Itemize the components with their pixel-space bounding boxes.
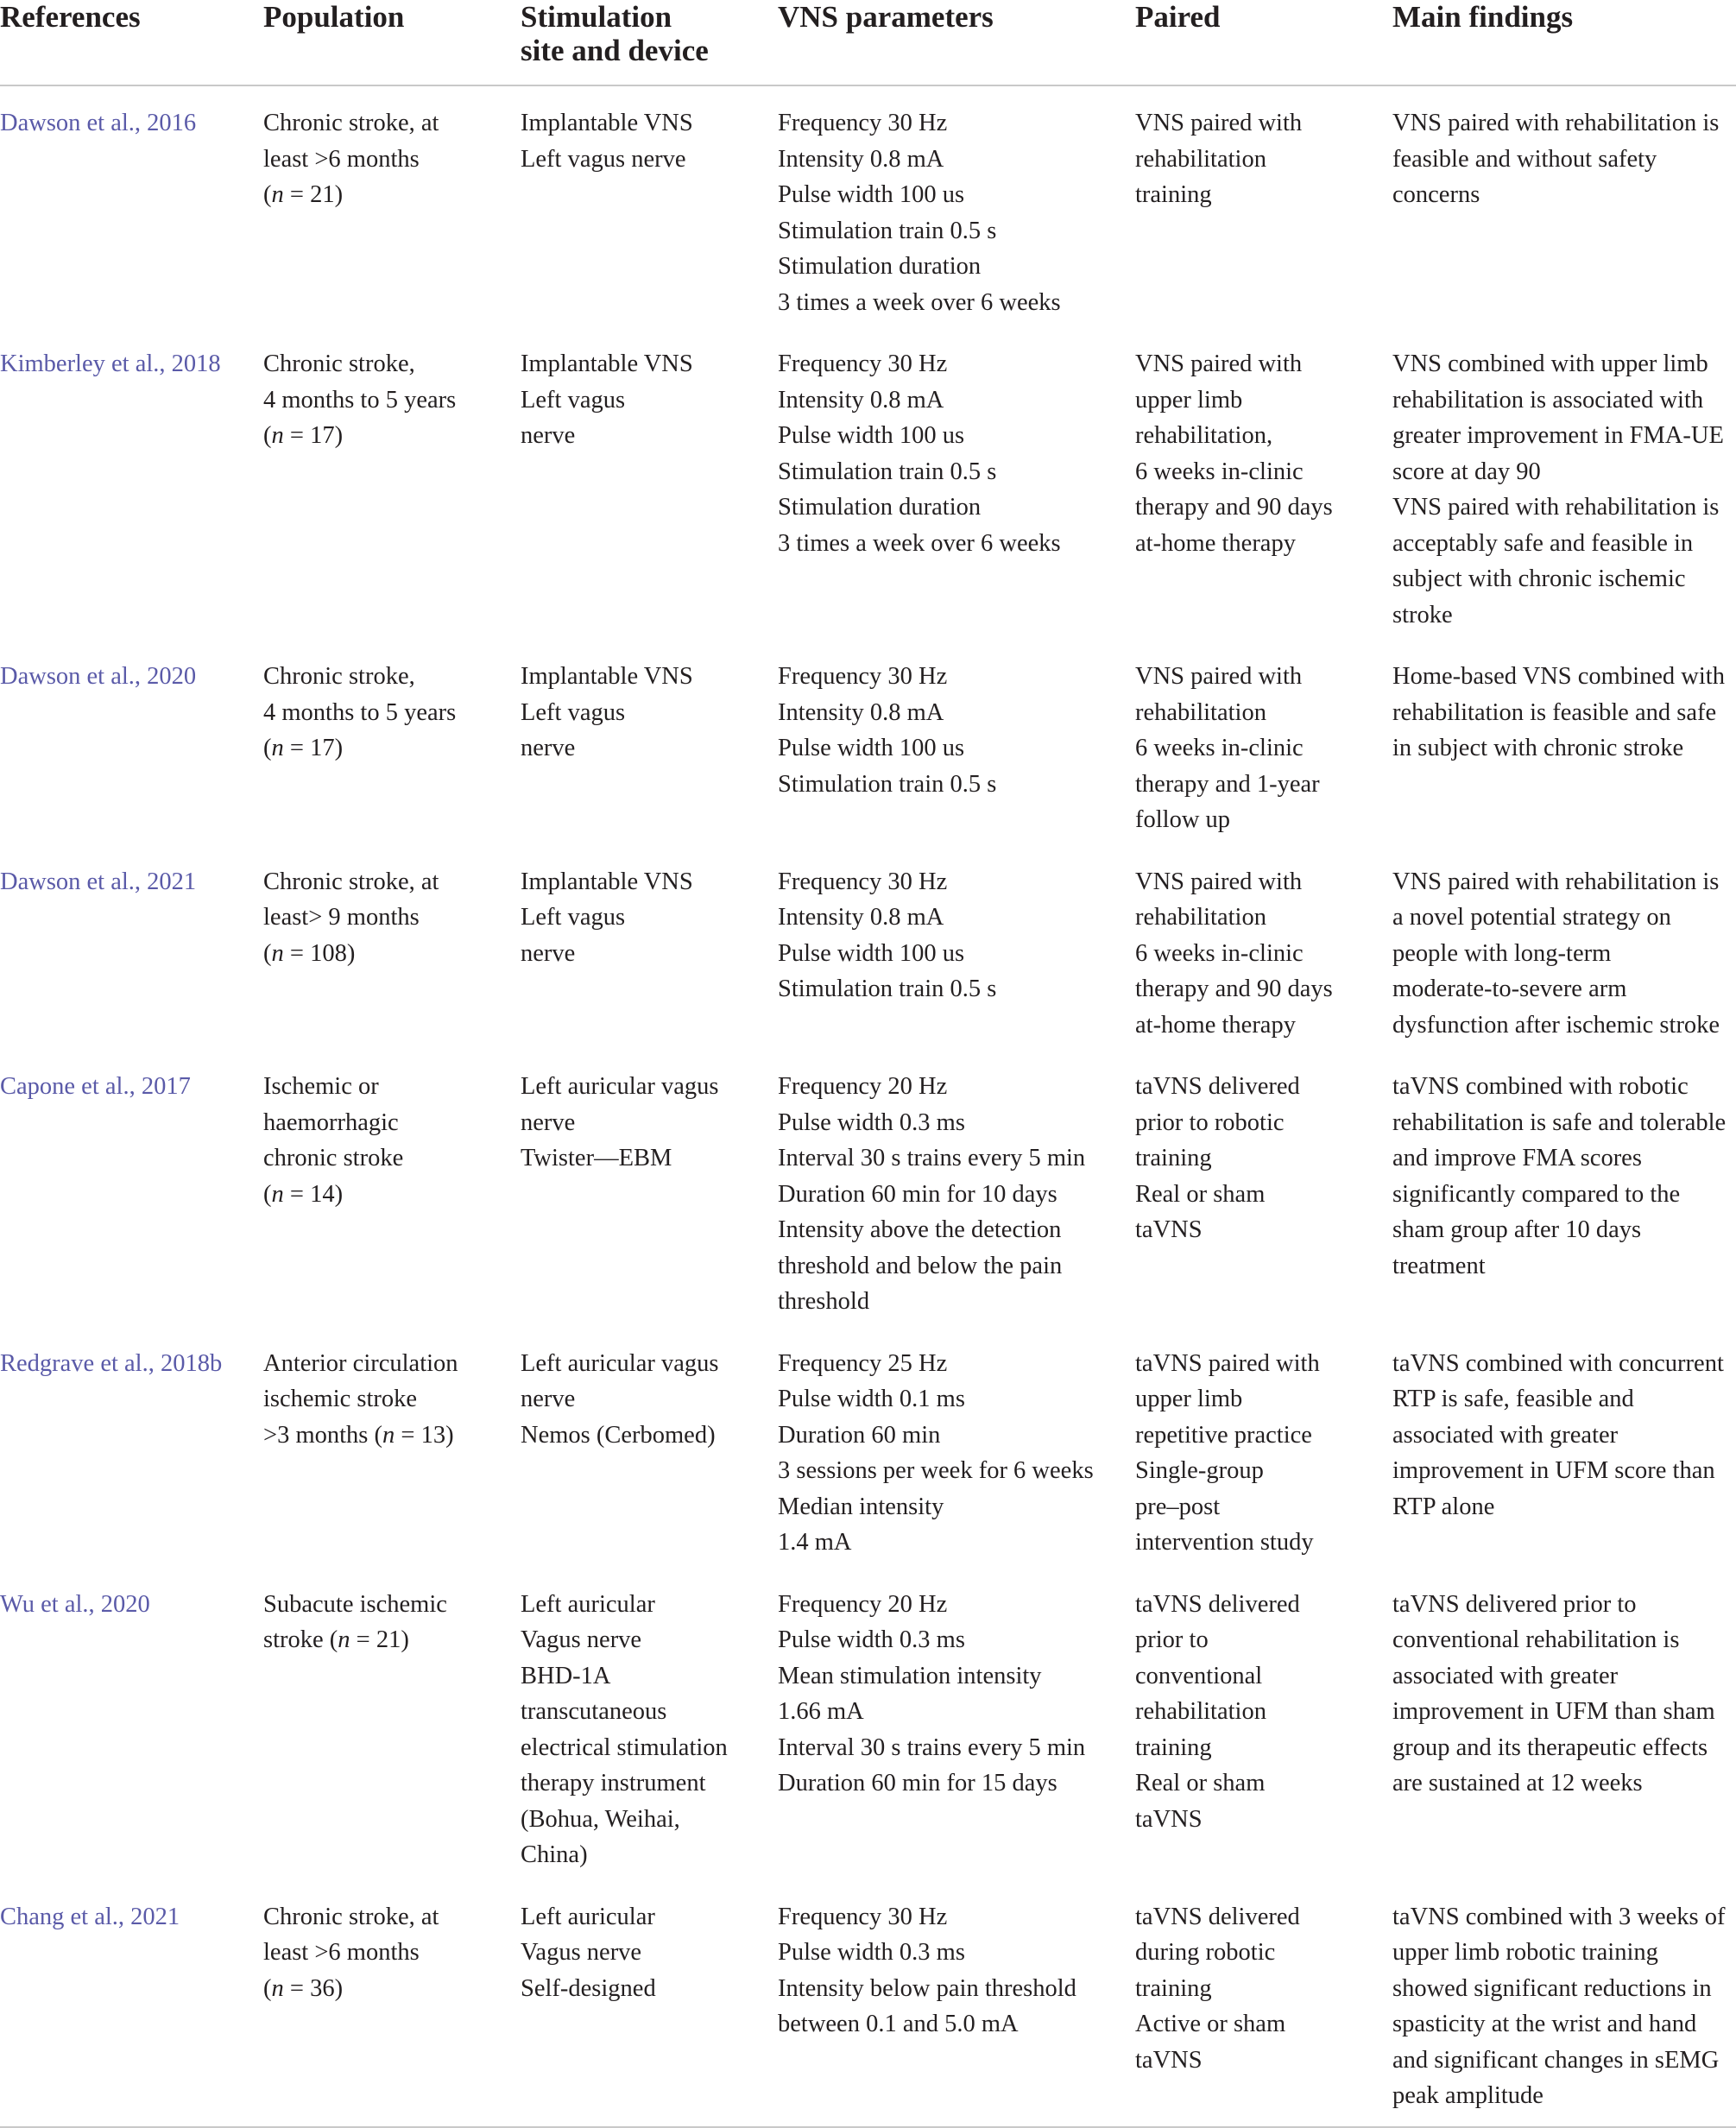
table-row (0, 847, 1736, 1052)
table-row (0, 641, 1736, 847)
cell-line: Pulse width 0.3 ms (778, 1626, 965, 1653)
main-findings-cell (1392, 1051, 1736, 1329)
main-findings-cell (1392, 85, 1736, 329)
population-cell (263, 847, 521, 1052)
paired-cell (1135, 329, 1392, 641)
cell-line: Frequency 20 Hz (778, 1590, 948, 1618)
cell-line: Left auricular vagus (521, 1073, 719, 1100)
cell-line: Real or sham (1135, 1770, 1266, 1796)
cell-line: Stimulation duration (778, 494, 982, 521)
cell-line: taVNS combined with 3 weeks of (1392, 1903, 1726, 1930)
stimulation-site-cell (521, 1051, 778, 1329)
cell-line: chronic stroke (263, 1145, 404, 1171)
cell-line: and significant changes in sEMG (1392, 2046, 1720, 2074)
cell-line: Stimulation train 0.5 s (778, 770, 997, 798)
paired-cell (1135, 1882, 1392, 2127)
cell-line: least >6 months (263, 145, 420, 173)
cell-line: training (1135, 181, 1212, 208)
cell-line: Left vagus nerve (521, 145, 686, 173)
reference-cell[interactable] (0, 329, 263, 641)
cell-line: nerve (521, 1386, 576, 1412)
cell-line: and improve FMA scores (1392, 1145, 1642, 1171)
population-cell (263, 1051, 521, 1329)
header-population (263, 0, 521, 85)
cell-line: taVNS paired with (1135, 1349, 1320, 1377)
stimulation-site-cell (521, 847, 778, 1052)
cell-line: 1.66 mA (778, 1698, 864, 1725)
stimulation-site-cell (521, 1569, 778, 1882)
cell-line: nerve (521, 422, 576, 449)
cell-line: Median intensity (778, 1493, 944, 1520)
cell-line: VNS paired with (1135, 663, 1303, 690)
cell-line: concerns (1392, 181, 1480, 208)
cell-line: improvement in UFM than sham (1392, 1698, 1715, 1725)
cell-line: stroke (n = 21) (263, 1626, 409, 1653)
paired-cell (1135, 847, 1392, 1052)
cell-line: greater improvement in FMA-UE (1392, 422, 1724, 449)
cell-line: training (1135, 1974, 1212, 2002)
cell-line: Intensity above the detection (778, 1216, 1062, 1243)
cell-line: threshold and below the pain (778, 1252, 1063, 1279)
paired-cell (1135, 641, 1392, 847)
cell-line: Anterior circulation (263, 1349, 458, 1377)
cell-line: Left auricular (521, 1590, 655, 1618)
cell-line: (n = 108) (263, 939, 356, 967)
cell-line: Pulse width 100 us (778, 181, 965, 208)
reference-cell[interactable] (0, 1051, 263, 1329)
cell-line: taVNS delivered (1135, 1590, 1300, 1618)
cell-line: rehabilitation (1135, 145, 1266, 173)
cell-line: Stimulation duration (778, 253, 982, 280)
table-row (0, 1882, 1736, 2127)
cell-line: taVNS (1135, 1216, 1203, 1243)
cell-line: Single-group (1135, 1457, 1264, 1484)
paired-cell (1135, 1569, 1392, 1882)
cell-line: 3 times a week over 6 weeks (778, 529, 1061, 557)
main-findings-cell (1392, 329, 1736, 641)
cell-line: taVNS delivered (1135, 1903, 1300, 1930)
cell-line: Self-designed (521, 1974, 656, 2002)
population-cell (263, 329, 521, 641)
cell-line: (n = 36) (263, 1974, 344, 2002)
cell-line: sham group after 10 days (1392, 1216, 1642, 1243)
reference-link[interactable]: Wu et al., 2020 (0, 1590, 150, 1618)
reference-link[interactable]: Dawson et al., 2016 (0, 110, 197, 136)
cell-line: 3 sessions per week for 6 weeks (778, 1457, 1094, 1484)
reference-link[interactable]: Redgrave et al., 2018b (0, 1349, 223, 1377)
cell-line: (n = 17) (263, 735, 344, 761)
reference-link[interactable]: Dawson et al., 2021 (0, 868, 197, 895)
header-main-findings (1392, 0, 1736, 85)
cell-line: RTP is safe, feasible and (1392, 1386, 1634, 1412)
cell-line: Pulse width 0.1 ms (778, 1386, 965, 1412)
vns-parameters-cell (778, 847, 1135, 1052)
cell-line: upper limb (1135, 386, 1243, 414)
cell-line: moderate-to-severe arm (1392, 976, 1627, 1002)
cell-line: dysfunction after ischemic stroke (1392, 1011, 1720, 1039)
cell-line: treatment (1392, 1252, 1486, 1279)
cell-line: Frequency 20 Hz (778, 1073, 948, 1100)
cell-line: prior to (1135, 1626, 1209, 1653)
cell-line: taVNS combined with concurrent (1392, 1349, 1724, 1377)
table-row (0, 1329, 1736, 1569)
cell-line: spasticity at the wrist and hand (1392, 2011, 1697, 2037)
vns-parameters-cell (778, 641, 1135, 847)
reference-cell[interactable] (0, 641, 263, 847)
table-row (0, 1051, 1736, 1329)
cell-line: a novel potential strategy on (1392, 904, 1671, 931)
reference-link[interactable]: Dawson et al., 2020 (0, 663, 197, 690)
cell-line: Nemos (Cerbomed) (521, 1421, 716, 1449)
cell-line: taVNS (1135, 2046, 1203, 2074)
cell-line: Frequency 30 Hz (778, 663, 948, 690)
vns-parameters-cell (778, 1569, 1135, 1882)
table-row (0, 1569, 1736, 1882)
reference-cell[interactable] (0, 847, 263, 1052)
cell-line: (n = 17) (263, 422, 344, 449)
cell-line: (n = 21) (263, 181, 344, 208)
cell-line: intervention study (1135, 1529, 1314, 1556)
cell-line: >3 months (n = 13) (263, 1421, 454, 1449)
cell-line: rehabilitation is feasible and safe (1392, 698, 1717, 726)
cell-line: training (1135, 1733, 1212, 1761)
cell-line: VNS paired with rehabilitation is (1392, 494, 1720, 521)
cell-line: Duration 60 min (778, 1421, 941, 1449)
main-findings-cell (1392, 1329, 1736, 1569)
cell-line: Frequency 25 Hz (778, 1349, 948, 1377)
cell-line: follow up (1135, 806, 1231, 833)
cell-line: VNS paired with (1135, 350, 1303, 377)
cell-line: Chronic stroke, at (263, 110, 439, 136)
cell-line: taVNS delivered prior to (1392, 1590, 1637, 1618)
cell-line: Implantable VNS (521, 663, 693, 690)
cell-line: least> 9 months (263, 904, 420, 931)
cell-line: Intensity 0.8 mA (778, 145, 944, 173)
cell-line: Pulse width 0.3 ms (778, 1108, 965, 1136)
stimulation-site-cell (521, 85, 778, 329)
cell-line: stroke (1392, 601, 1453, 628)
cell-line: Implantable VNS (521, 350, 693, 377)
cell-line: pre–post (1135, 1493, 1221, 1520)
cell-line: Vagus nerve (521, 1626, 642, 1653)
cell-line: rehabilitation, (1135, 422, 1273, 449)
cell-line: during robotic (1135, 1939, 1276, 1966)
cell-line: taVNS combined with robotic (1392, 1073, 1689, 1100)
cell-line: Frequency 30 Hz (778, 1903, 948, 1930)
cell-line: rehabilitation is associated with (1392, 386, 1704, 414)
header-line: Population (263, 0, 405, 34)
cell-line: upper limb (1135, 1386, 1243, 1412)
reference-link[interactable]: Kimberley et al., 2018 (0, 350, 221, 377)
vns-parameters-cell (778, 1882, 1135, 2127)
cell-line: taVNS (1135, 1805, 1203, 1833)
table-row (0, 329, 1736, 641)
cell-line: 4 months to 5 years (263, 386, 457, 414)
header-references (0, 0, 263, 85)
cell-line: Intensity 0.8 mA (778, 386, 944, 414)
cell-line: in subject with chronic stroke (1392, 735, 1684, 761)
cell-line: Implantable VNS (521, 868, 693, 895)
cell-line: prior to robotic (1135, 1108, 1285, 1136)
cell-line: Ischemic or (263, 1073, 379, 1100)
cell-line: Mean stimulation intensity (778, 1662, 1042, 1689)
stimulation-site-cell (521, 1882, 778, 2127)
cell-line: Interval 30 s trains every 5 min (778, 1145, 1086, 1171)
table-row (0, 85, 1736, 329)
cell-line: Frequency 30 Hz (778, 350, 948, 377)
table-header-row (0, 0, 1736, 85)
cell-line: between 0.1 and 5.0 mA (778, 2011, 1019, 2037)
reference-cell[interactable] (0, 85, 263, 329)
cell-line: associated with greater (1392, 1662, 1619, 1689)
cell-line: nerve (521, 1108, 576, 1136)
cell-line: Active or sham (1135, 2011, 1286, 2037)
header-vns-parameters (778, 0, 1135, 85)
vns-parameters-cell (778, 85, 1135, 329)
main-findings-cell (1392, 1569, 1736, 1882)
cell-line: Pulse width 100 us (778, 735, 965, 761)
cell-line: feasible and without safety (1392, 145, 1657, 173)
main-findings-cell (1392, 641, 1736, 847)
cell-line: Subacute ischemic (263, 1590, 447, 1618)
cell-line: Frequency 30 Hz (778, 868, 948, 895)
cell-line: associated with greater (1392, 1421, 1619, 1449)
cell-line: transcutaneous (521, 1698, 667, 1725)
cell-line: VNS paired with (1135, 868, 1303, 895)
population-cell (263, 1329, 521, 1569)
cell-line: VNS combined with upper limb (1392, 350, 1708, 377)
cell-line: 6 weeks in-clinic (1135, 735, 1304, 761)
cell-line: (n = 14) (263, 1180, 344, 1208)
cell-line: improvement in UFM score than (1392, 1457, 1715, 1484)
header-line: Stimulation (521, 0, 672, 34)
header-line: VNS parameters (778, 0, 994, 34)
reference-link[interactable]: Capone et al., 2017 (0, 1073, 191, 1100)
cell-line: are sustained at 12 weeks (1392, 1770, 1643, 1796)
cell-line: at-home therapy (1135, 529, 1296, 557)
cell-line: rehabilitation (1135, 698, 1266, 726)
cell-line: Frequency 30 Hz (778, 110, 948, 136)
cell-line: VNS paired with rehabilitation is (1392, 868, 1720, 895)
cell-line: Duration 60 min for 10 days (778, 1180, 1057, 1208)
cell-line: showed significant reductions in (1392, 1974, 1712, 2002)
cell-line: rehabilitation (1135, 904, 1266, 931)
header-line: Paired (1135, 0, 1221, 34)
header-paired (1135, 0, 1392, 85)
cell-line: Pulse width 100 us (778, 422, 965, 449)
cell-line: rehabilitation is safe and tolerable (1392, 1108, 1727, 1136)
cell-line: Left vagus (521, 698, 626, 726)
cell-line: repetitive practice (1135, 1421, 1312, 1449)
cell-line: nerve (521, 735, 576, 761)
population-cell (263, 1882, 521, 2127)
cell-line: Intensity below pain threshold (778, 1974, 1076, 2002)
reference-cell[interactable] (0, 1569, 263, 1882)
cell-line: electrical stimulation (521, 1733, 728, 1761)
population-cell (263, 1569, 521, 1882)
cell-line: conventional (1135, 1662, 1263, 1689)
cell-line: Chronic stroke, (263, 350, 415, 377)
cell-line: Vagus nerve (521, 1939, 642, 1966)
vns-parameters-cell (778, 329, 1135, 641)
header-stimulation-site (521, 0, 778, 85)
paired-cell (1135, 85, 1392, 329)
cell-line: Duration 60 min for 15 days (778, 1770, 1057, 1796)
cell-line: Left auricular vagus (521, 1349, 719, 1377)
reference-cell[interactable] (0, 1882, 263, 2127)
cell-line: training (1135, 1145, 1212, 1171)
cell-line: Pulse width 0.3 ms (778, 1939, 965, 1966)
header-line: Main findings (1392, 0, 1574, 34)
stimulation-site-cell (521, 329, 778, 641)
stimulation-site-cell (521, 1329, 778, 1569)
cell-line: score at day 90 (1392, 458, 1541, 485)
population-cell (263, 85, 521, 329)
cell-line: 4 months to 5 years (263, 698, 457, 726)
cell-line: Interval 30 s trains every 5 min (778, 1733, 1086, 1761)
cell-line: Left vagus (521, 386, 626, 414)
cell-line: least >6 months (263, 1939, 420, 1966)
cell-line: Intensity 0.8 mA (778, 698, 944, 726)
stimulation-site-cell (521, 641, 778, 847)
cell-line: VNS paired with (1135, 110, 1303, 136)
cell-line: (Bohua, Weihai, (521, 1805, 680, 1833)
vns-parameters-cell (778, 1329, 1135, 1569)
vns-parameters-cell (778, 1051, 1135, 1329)
cell-line: Implantable VNS (521, 110, 693, 136)
cell-line: 3 times a week over 6 weeks (778, 288, 1061, 316)
cell-line: rehabilitation (1135, 1698, 1266, 1725)
cell-line: nerve (521, 939, 576, 967)
cell-line: Stimulation train 0.5 s (778, 458, 997, 485)
cell-line: Chronic stroke, (263, 663, 415, 690)
cell-line: ischemic stroke (263, 1386, 418, 1412)
table-body (0, 85, 1736, 2127)
cell-line: Real or sham (1135, 1180, 1266, 1208)
cell-line: subject with chronic ischemic (1392, 565, 1686, 592)
cell-line: Chronic stroke, at (263, 868, 439, 895)
cell-line: BHD-1A (521, 1662, 611, 1689)
cell-line: conventional rehabilitation is (1392, 1626, 1680, 1653)
main-findings-cell (1392, 847, 1736, 1052)
cell-line: Twister—EBM (521, 1145, 672, 1171)
cell-line: VNS paired with rehabilitation is (1392, 110, 1720, 136)
cell-line: people with long-term (1392, 939, 1612, 967)
cell-line: upper limb robotic training (1392, 1939, 1658, 1966)
cell-line: Left auricular (521, 1903, 655, 1930)
cell-line: RTP alone (1392, 1493, 1495, 1520)
cell-line: therapy and 90 days (1135, 494, 1333, 521)
cell-line: at-home therapy (1135, 1011, 1296, 1039)
cell-line: acceptably safe and feasible in (1392, 529, 1694, 557)
cell-line: China) (521, 1841, 588, 1868)
cell-line: group and its therapeutic effects (1392, 1733, 1708, 1761)
cell-line: therapy and 90 days (1135, 976, 1333, 1002)
header-line: site and device (521, 34, 709, 67)
cell-line: Intensity 0.8 mA (778, 904, 944, 931)
header-line: References (0, 0, 141, 34)
cell-line: peak amplitude (1392, 2082, 1543, 2109)
cell-line: haemorrhagic (263, 1108, 399, 1136)
cell-line: 6 weeks in-clinic (1135, 939, 1304, 967)
reference-link[interactable]: Chang et al., 2021 (0, 1903, 180, 1930)
population-cell (263, 641, 521, 847)
cell-line: threshold (778, 1288, 870, 1315)
cell-line: Pulse width 100 us (778, 939, 965, 967)
cell-line: therapy and 1-year (1135, 770, 1320, 798)
cell-line: 6 weeks in-clinic (1135, 458, 1304, 485)
cell-line: Home-based VNS combined with (1392, 663, 1725, 690)
cell-line: Stimulation train 0.5 s (778, 217, 997, 244)
cell-line: 1.4 mA (778, 1529, 852, 1556)
cell-line: Chronic stroke, at (263, 1903, 439, 1930)
reference-cell[interactable] (0, 1329, 263, 1569)
main-findings-cell (1392, 1882, 1736, 2127)
cell-line: significantly compared to the (1392, 1180, 1681, 1208)
cell-line: Left vagus (521, 904, 626, 931)
paired-cell (1135, 1329, 1392, 1569)
cell-line: taVNS delivered (1135, 1073, 1300, 1100)
cell-line: Stimulation train 0.5 s (778, 976, 997, 1002)
cell-line: therapy instrument (521, 1770, 706, 1796)
paired-cell (1135, 1051, 1392, 1329)
